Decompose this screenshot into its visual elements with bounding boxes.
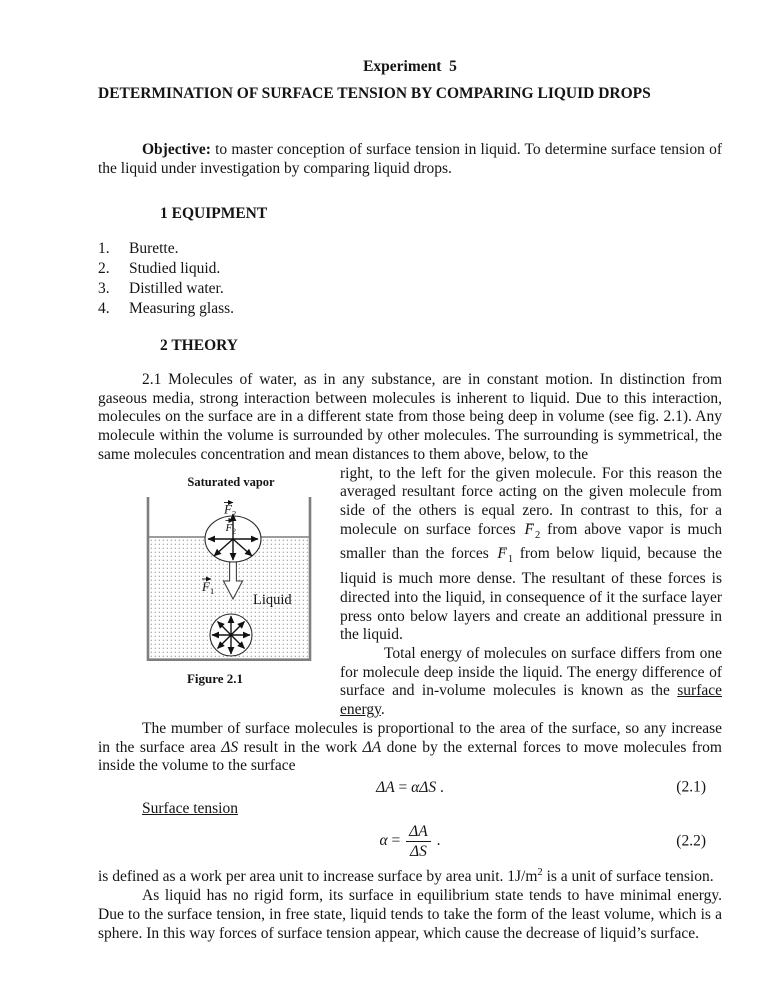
list-text: Distilled water. [129,279,224,297]
equation-2-1-body: ΔA = αΔS . [376,778,444,796]
list-item [98,279,722,299]
f2-inner-label: $F_2$ [225,521,236,536]
equation-2-1-number: (2.1) [676,778,706,796]
list-text: Measuring glass. [129,300,235,318]
f1-label: $F_1$ [202,578,215,596]
equation-2-2-number: (2.2) [676,832,706,850]
theory-paragraph-1-continued: right, to the left for the given molecule. For this reason the averaged resultant force acting on the given molecule from side of the others is equal zero. In contrast to this, for a molecule on surface forces $F \to_2$ from above vapor is much smaller than the forces $F \to_1$ from below liquid, because the liquid is much more dense. The resultant of these forces is directed into the liquid, in consequence of it the surface layer press onto below layers and create an additional pressure in the liquid. [98,465,722,646]
equation-2-2-body: α = $\frac{\Delta A}{\Delta S}$ . [379,823,441,861]
minimal-energy-paragraph: As liquid has no rigid form, its surface in equilibrium state tends to have minimal energy. Due to the surface tension, in free state, liquid tends to take the form of the least volume, which is a sphere. In this way forces of surface tension appear, which cause the decrease of liquid’s surface. [98,887,722,942]
surface-energy-paragraph: Total energy of molecules on surface differs from one for molecule deep inside the liquid. The energy difference of surface and in-volume molecules is known as the surface energy. [340,645,722,719]
theory-paragraph-1: 2.1 Molecules of water, as in any substance, are in constant motion. In distinction from gaseous media, strong interaction between molecules is inherent to liquid. Due to this interaction, molecules on the surface are in a different state from those being deep in volume (see fig. 2.1). Any molecule within the volume is surrounded by other molecules. The surrounding is symmetrical, the same molecules concentration and mean distances to them above, below, to the [98,371,722,463]
liquid-label: Liquid [253,591,292,608]
list-text: Burette. [129,239,179,257]
equipment-heading: 1 EQUIPMENT [160,204,268,222]
list-text: Studied liquid. [129,259,221,277]
deep-molecule-force-arrows [212,616,250,654]
figure-caption: Figure 2.1 [186,670,244,686]
theory-heading: 2 THEORY [160,337,238,355]
surface-tension-diagram [98,467,334,693]
f2-label: $F_2$ [224,501,237,519]
document-page [98,58,722,943]
fraction: $\frac{\Delta A}{\Delta S}$ [406,823,431,860]
figure-wrap-block [98,465,722,776]
list-number: 2. [98,259,110,277]
surface-molecules-paragraph: The mumber of surface molecules is proportional to the area of the surface, so any increase in the surface area ΔS result in the work ΔA done by the external forces to move molecules from inside the volume to the surface [98,719,722,775]
list-item [98,299,722,319]
list-number: 3. [98,279,110,297]
list-item [98,239,722,259]
list-number: 4. [98,300,110,318]
equation-2-1 [98,779,722,798]
list-item [98,259,722,279]
list-number: 1. [98,239,110,257]
document-heading: DETERMINATION OF SURFACE TENSION BY COMPARING LIQUID DROPS [98,84,651,102]
saturated-vapor-label: Saturated vapor [187,474,275,489]
defined-paragraph: is defined as a work per area unit to increase surface by area unit. $1J/m^2$ is a unit of surface tension. [98,867,714,886]
surface-tension-label: Surface tension [142,799,238,817]
equation-2-2 [98,823,722,860]
objective-paragraph: Objective: to master conception of surface tension in liquid. To determine surface tension of the liquid under investigation by comparing liquid drops. [98,141,722,178]
experiment-title: Experiment 5 [363,58,457,75]
equipment-list [98,239,722,320]
figure-2-1 [98,467,334,693]
